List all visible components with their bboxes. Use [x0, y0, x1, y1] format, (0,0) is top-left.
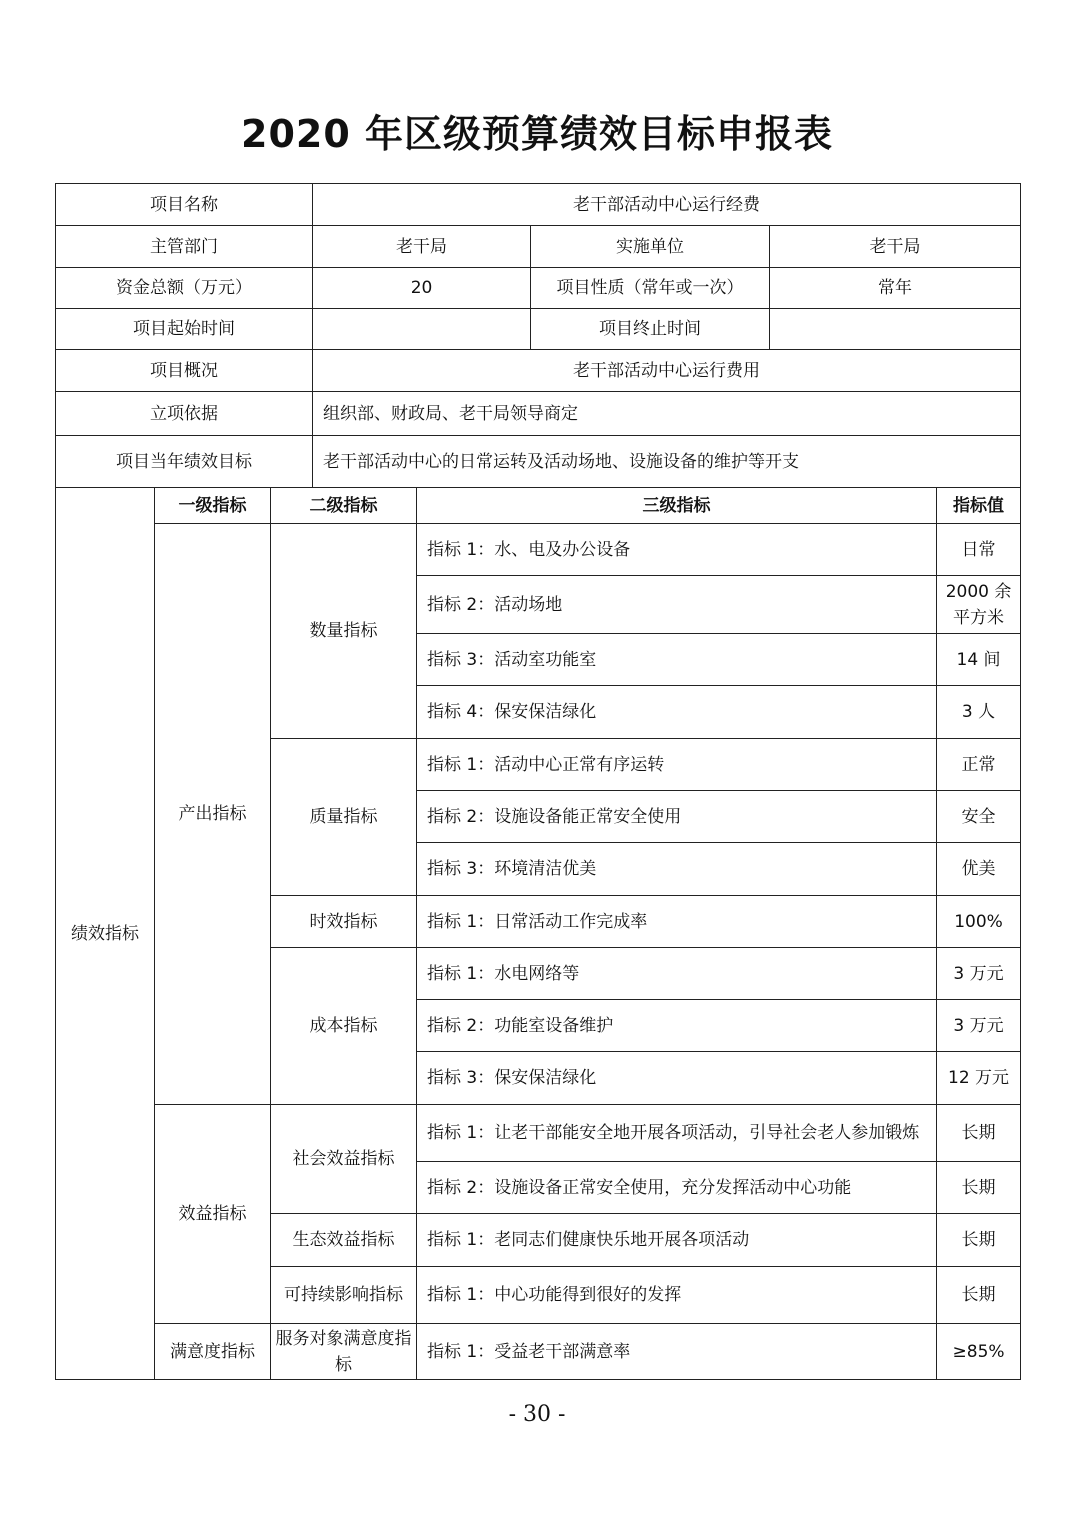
- header-level1: 一级指标: [155, 488, 271, 524]
- unit-label: 实施单位: [531, 226, 770, 268]
- start-time-value: [313, 309, 531, 350]
- end-time-value: [770, 309, 1021, 350]
- overview-value: 老干部活动中心运行费用: [313, 350, 1021, 392]
- indicator-text: 指标 4：保安保洁绿化: [417, 686, 937, 739]
- row-overview: [56, 350, 1021, 392]
- unit-value: 老干局: [770, 226, 1021, 268]
- level2-cost: 成本指标: [271, 948, 417, 1105]
- fund-label: 资金总额（万元）: [56, 268, 313, 309]
- level1-benefit: 效益指标: [155, 1105, 271, 1324]
- nature-label: 项目性质（常年或一次）: [531, 268, 770, 309]
- indicator-value: 3 万元: [937, 1000, 1021, 1052]
- indicator-text: 指标 1：水、电及办公设备: [417, 524, 937, 576]
- annual-goal-label: 项目当年绩效目标: [56, 436, 313, 488]
- indicator-value: 长期: [937, 1162, 1021, 1214]
- budget-performance-table: [55, 183, 1021, 1380]
- indicator-value: 100%: [937, 896, 1021, 948]
- indicator-value: ≥85%: [937, 1324, 1021, 1380]
- performance-indicator-label: 绩效指标: [56, 488, 155, 1380]
- row-period: [56, 309, 1021, 350]
- level2-quantity: 数量指标: [271, 524, 417, 739]
- indicator-text: 指标 2：功能室设备维护: [417, 1000, 937, 1052]
- indicator-text: 指标 3：环境清洁优美: [417, 843, 937, 896]
- indicator-value: 3 万元: [937, 948, 1021, 1000]
- row-project-name: [56, 184, 1021, 226]
- indicator-value: 12 万元: [937, 1052, 1021, 1105]
- header-level2: 二级指标: [271, 488, 417, 524]
- fund-value: 20: [313, 268, 531, 309]
- indicator-value: 2000 余平方米: [937, 576, 1021, 634]
- level1-satisfaction: 满意度指标: [155, 1324, 271, 1380]
- indicator-text: 指标 3：保安保洁绿化: [417, 1052, 937, 1105]
- level2-service-satisfaction: 服务对象满意度指标: [271, 1324, 417, 1380]
- project-name-label: 项目名称: [56, 184, 313, 226]
- level2-quality: 质量指标: [271, 739, 417, 896]
- row-annual-goal: [56, 436, 1021, 488]
- indicator-value: 安全: [937, 791, 1021, 843]
- indicator-text: 指标 1：活动中心正常有序运转: [417, 739, 937, 791]
- basis-value: 组织部、财政局、老干局领导商定: [313, 392, 1021, 436]
- project-name-value: 老干部活动中心运行经费: [313, 184, 1021, 226]
- indicator-value: 日常: [937, 524, 1021, 576]
- indicator-text: 指标 1：老同志们健康快乐地开展各项活动: [417, 1214, 937, 1267]
- start-time-label: 项目起始时间: [56, 309, 313, 350]
- indicator-value: 优美: [937, 843, 1021, 896]
- indicator-text: 指标 1：中心功能得到很好的发挥: [417, 1267, 937, 1324]
- indicator-text: 指标 3：活动室功能室: [417, 634, 937, 686]
- indicator-value: 长期: [937, 1105, 1021, 1162]
- header-level3: 三级指标: [417, 488, 937, 524]
- indicator-text: 指标 2：设施设备能正常安全使用: [417, 791, 937, 843]
- level2-social-benefit: 社会效益指标: [271, 1105, 417, 1214]
- level2-eco-benefit: 生态效益指标: [271, 1214, 417, 1267]
- dept-value: 老干局: [313, 226, 531, 268]
- indicator-value: 14 间: [937, 634, 1021, 686]
- nature-value: 常年: [770, 268, 1021, 309]
- table-row: [56, 524, 1021, 576]
- indicator-text: 指标 1：日常活动工作完成率: [417, 896, 937, 948]
- overview-label: 项目概况: [56, 350, 313, 392]
- page-number: - 30 -: [508, 1402, 566, 1427]
- end-time-label: 项目终止时间: [531, 309, 770, 350]
- dept-label: 主管部门: [56, 226, 313, 268]
- indicator-header-row: [56, 488, 1021, 524]
- level1-output: 产出指标: [155, 524, 271, 1105]
- row-basis: [56, 392, 1021, 436]
- indicator-text: 指标 1：让老干部能安全地开展各项活动，引导社会老人参加锻炼: [417, 1105, 937, 1162]
- page-title: 2020 年区级预算绩效目标申报表: [241, 112, 833, 156]
- table-row: [56, 1105, 1021, 1162]
- level2-sustainability: 可持续影响指标: [271, 1267, 417, 1324]
- indicator-text: 指标 1：受益老干部满意率: [417, 1324, 937, 1380]
- indicator-text: 指标 2：活动场地: [417, 576, 937, 634]
- level2-timeliness: 时效指标: [271, 896, 417, 948]
- indicator-value: 长期: [937, 1214, 1021, 1267]
- header-value: 指标值: [937, 488, 1021, 524]
- row-fund: [56, 268, 1021, 309]
- indicator-value: 正常: [937, 739, 1021, 791]
- annual-goal-value: 老干部活动中心的日常运转及活动场地、设施设备的维护等开支: [313, 436, 1021, 488]
- indicator-value: 3 人: [937, 686, 1021, 739]
- indicator-text: 指标 1：水电网络等: [417, 948, 937, 1000]
- row-department: [56, 226, 1021, 268]
- basis-label: 立项依据: [56, 392, 313, 436]
- indicator-text: 指标 2：设施设备正常安全使用，充分发挥活动中心功能: [417, 1162, 937, 1214]
- table-row: [56, 1324, 1021, 1380]
- indicator-value: 长期: [937, 1267, 1021, 1324]
